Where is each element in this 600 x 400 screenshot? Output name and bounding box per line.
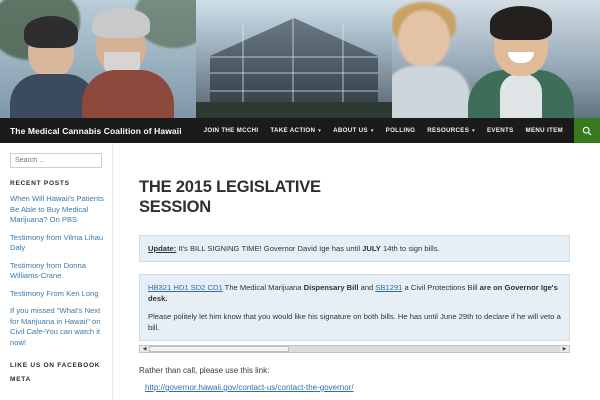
bill-link-sb1291[interactable]: SB1291 bbox=[375, 283, 403, 292]
menu-item-label: EVENTS bbox=[486, 127, 514, 134]
menu-item-label: TAKE ACTION bbox=[270, 127, 316, 134]
scroll-left-arrow-icon[interactable]: ◀ bbox=[140, 346, 149, 352]
scroll-right-arrow-icon[interactable]: ▶ bbox=[560, 346, 569, 352]
menu-item-label: MENU ITEM bbox=[525, 127, 563, 134]
scrollbar-thumb[interactable] bbox=[149, 346, 289, 352]
person-c-shirt bbox=[500, 74, 542, 118]
site-title[interactable]: The Medical Cannabis Coalition of Hawaii bbox=[10, 125, 182, 136]
search-icon bbox=[582, 126, 592, 136]
greenhouse-beam bbox=[210, 72, 378, 74]
person-b-body bbox=[82, 70, 174, 118]
greenhouse-beam bbox=[210, 56, 378, 58]
chevron-down-icon: ▾ bbox=[472, 127, 475, 134]
search-input[interactable] bbox=[10, 153, 102, 168]
hero-banner bbox=[0, 0, 600, 118]
notice-body: It's BILL SIGNING TIME! Governor David Ige has until bbox=[176, 244, 363, 253]
closing-instruction: Rather than call, please use this link: bbox=[139, 366, 270, 375]
menu-item-join-the-mcchi[interactable] bbox=[198, 118, 265, 143]
notice-and: and bbox=[358, 283, 376, 292]
person-d-body bbox=[392, 66, 470, 118]
greenhouse-ground bbox=[196, 102, 392, 118]
notice-dispensary-bill: Dispensary Bill bbox=[303, 283, 359, 292]
list-item[interactable]: Testimony from Vilma Lihau Daly bbox=[10, 232, 104, 252]
main-column bbox=[113, 143, 600, 400]
search-toggle-button[interactable] bbox=[574, 118, 600, 143]
notice-month: JULY bbox=[362, 244, 381, 253]
meta-widget-heading: META bbox=[10, 376, 31, 383]
menu-item-events[interactable] bbox=[481, 118, 520, 143]
list-item[interactable]: Testimony From Ken Long bbox=[10, 288, 99, 298]
list-item[interactable]: Testimony from Donna Williams-Crane bbox=[10, 260, 86, 280]
menu-item-polling[interactable] bbox=[380, 118, 422, 143]
menu-item-label: ABOUT US bbox=[333, 127, 368, 134]
hero-image-young-adults bbox=[392, 0, 600, 118]
recent-posts-heading: RECENT POSTS bbox=[10, 180, 70, 187]
menu-item-label: RESOURCES bbox=[427, 127, 470, 134]
hero-image-elderly-couple bbox=[0, 0, 196, 118]
menu-item-about-us[interactable] bbox=[327, 118, 380, 143]
menu-item-take-action[interactable] bbox=[264, 118, 327, 143]
person-a-hair bbox=[24, 16, 78, 48]
governor-contact-link[interactable]: http://governor.hawaii.gov/contact-us/contact-the-governor/ bbox=[145, 383, 354, 392]
notice-update-label: Update: bbox=[148, 244, 177, 253]
greenhouse-beam bbox=[210, 90, 378, 92]
chevron-down-icon: ▾ bbox=[370, 127, 374, 134]
page-title: THE 2015 LEGISLATIVE SESSION bbox=[139, 178, 321, 216]
notice-desk-status: are on Governor Ige's desk. bbox=[148, 283, 558, 303]
recent-posts-list bbox=[10, 194, 104, 348]
bill-link-hb321[interactable]: HB321 HD1 SD2 CD1 bbox=[148, 283, 223, 292]
notice-action-request: Please politely let him know that you would like his signature on both bills. He has until June 29th to declare if he will veto a bill. bbox=[148, 312, 561, 332]
bill-signing-notice bbox=[139, 235, 570, 262]
list-item[interactable]: When Will Hawaii's Patients Be Able to Buy Medical Marijuana? On PBS bbox=[10, 194, 104, 224]
content-area bbox=[0, 143, 600, 400]
menu-item-resources[interactable] bbox=[421, 118, 481, 143]
notice-text-mid: The Medical Marijuana bbox=[222, 283, 304, 292]
menu-item-label: JOIN THE MCCHI bbox=[203, 127, 259, 134]
horizontal-scrollbar[interactable] bbox=[139, 345, 570, 353]
person-c-hair bbox=[490, 6, 552, 40]
notice-bill-line bbox=[148, 282, 561, 304]
list-item[interactable]: If you missed "What's Next for Marijuana in Hawaii" on Civil Cafe-You can watch it now! bbox=[10, 306, 101, 347]
person-b-hair bbox=[92, 8, 150, 38]
chevron-down-icon: ▾ bbox=[318, 127, 322, 134]
notice-tail: 14th to sign bills. bbox=[380, 244, 440, 253]
main-navigation-bar bbox=[0, 118, 600, 143]
scrollbar-track[interactable] bbox=[149, 346, 560, 352]
person-d-head bbox=[398, 10, 450, 68]
hero-image-greenhouse bbox=[196, 0, 392, 118]
notice-text bbox=[148, 243, 561, 254]
primary-menu bbox=[198, 118, 569, 143]
notice-text-mid-2: a Civil Protections Bill bbox=[402, 283, 480, 292]
sidebar bbox=[0, 143, 113, 400]
menu-item-menu-item[interactable] bbox=[520, 118, 569, 143]
facebook-widget-heading: LIKE US ON FACEBOOK bbox=[10, 362, 101, 369]
menu-item-label: POLLING bbox=[385, 127, 416, 134]
bills-on-desk-notice bbox=[139, 274, 570, 341]
